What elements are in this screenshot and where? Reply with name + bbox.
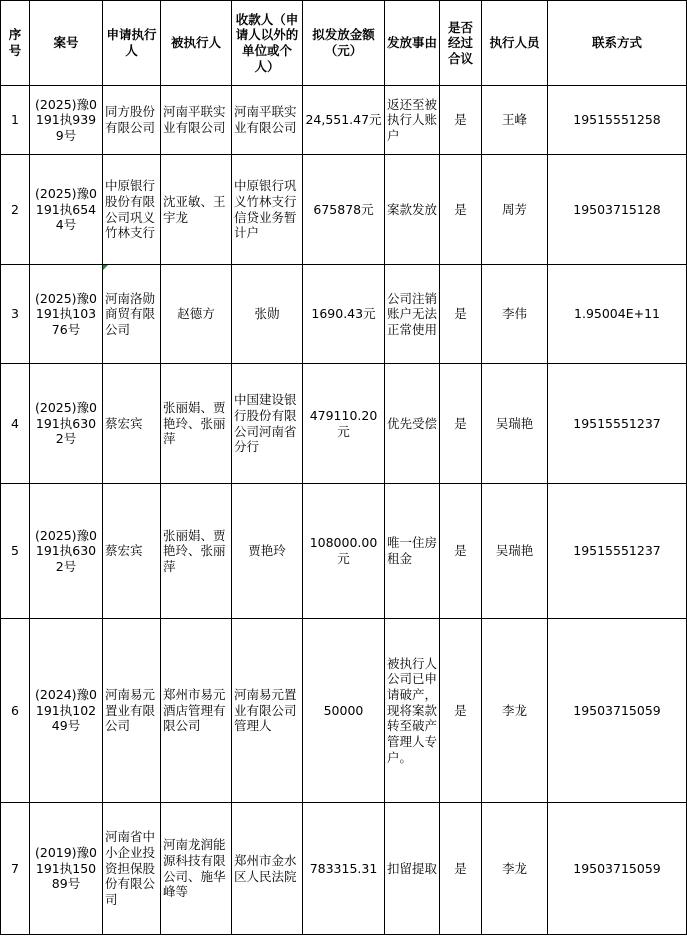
cell-payee: 河南平联实业有限公司	[232, 86, 303, 155]
cell-respondent: 河南平联实业有限公司	[161, 86, 232, 155]
cell-case-no: (2025)豫0191执9399号	[30, 86, 103, 155]
table-row	[1, 484, 687, 619]
cell-seq: 2	[1, 155, 30, 265]
cell-case-no: (2019)豫0191执15089号	[30, 803, 103, 935]
cell-officer: 周芳	[482, 155, 548, 265]
cell-reason: 扣留提取	[385, 803, 440, 935]
cell-meeting: 是	[440, 803, 482, 935]
table-row	[1, 86, 687, 155]
cell-reason: 优先受偿	[385, 364, 440, 484]
cell-meeting: 是	[440, 364, 482, 484]
cell-contact: 19515551237	[548, 484, 687, 619]
cell-payee: 郑州市金水区人民法院	[232, 803, 303, 935]
cell-amount: 50000	[303, 619, 385, 803]
cell-applicant: 河南易元置业有限公司	[103, 619, 161, 803]
cell-applicant: 河南洛勋商贸有限公司	[103, 265, 161, 364]
table-row	[1, 155, 687, 265]
cell-meeting: 是	[440, 155, 482, 265]
header-meeting: 是否经过合议	[440, 1, 482, 86]
table-row	[1, 265, 687, 364]
cell-applicant: 蔡宏宾	[103, 484, 161, 619]
cell-meeting: 是	[440, 619, 482, 803]
cell-seq: 6	[1, 619, 30, 803]
cell-seq: 5	[1, 484, 30, 619]
cell-case-no: (2025)豫0191执10376号	[30, 265, 103, 364]
cell-reason: 唯一住房租金	[385, 484, 440, 619]
table-row	[1, 803, 687, 935]
header-contact: 联系方式	[548, 1, 687, 86]
cell-respondent: 河南龙润能源科技有限公司、施华峰等	[161, 803, 232, 935]
cell-contact: 19515551237	[548, 364, 687, 484]
header-payee: 收款人（申请人以外的单位或个人）	[232, 1, 303, 86]
cell-respondent: 张丽娟、贾艳玲、张丽萍	[161, 364, 232, 484]
cell-amount: 675878元	[303, 155, 385, 265]
cell-contact: 19503715059	[548, 619, 687, 803]
cell-contact: 19515551258	[548, 86, 687, 155]
header-applicant: 申请执行人	[103, 1, 161, 86]
cell-seq: 3	[1, 265, 30, 364]
cell-reason: 返还至被执行人账户	[385, 86, 440, 155]
cell-officer: 王峰	[482, 86, 548, 155]
cell-payee: 张勋	[232, 265, 303, 364]
cell-meeting: 是	[440, 86, 482, 155]
cell-applicant: 河南省中小企业投资担保股份有限公司	[103, 803, 161, 935]
cell-meeting: 是	[440, 484, 482, 619]
cell-contact: 19503715128	[548, 155, 687, 265]
cell-seq: 1	[1, 86, 30, 155]
cell-contact: 19503715059	[548, 803, 687, 935]
cell-payee: 中国建设银行股份有限公司河南省分行	[232, 364, 303, 484]
cell-officer: 吴瑞艳	[482, 484, 548, 619]
cell-reason: 被执行人公司已申请破产，现将案款转至破产管理人专户。	[385, 619, 440, 803]
cell-reason: 公司注销账户无法正常使用	[385, 265, 440, 364]
cell-applicant: 中原银行股份有限公司巩义竹林支行	[103, 155, 161, 265]
cell-reason: 案款发放	[385, 155, 440, 265]
cell-respondent: 沈亚敏、王宇龙	[161, 155, 232, 265]
header-row	[1, 1, 687, 86]
header-case-no: 案号	[30, 1, 103, 86]
cell-amount: 783315.31	[303, 803, 385, 935]
cell-respondent: 赵德方	[161, 265, 232, 364]
cell-payee: 河南易元置业有限公司管理人	[232, 619, 303, 803]
cell-officer: 李龙	[482, 619, 548, 803]
cell-applicant: 同方股份有限公司	[103, 86, 161, 155]
cell-officer: 吴瑞艳	[482, 364, 548, 484]
cell-meeting: 是	[440, 265, 482, 364]
table-row	[1, 619, 687, 803]
header-officer: 执行人员	[482, 1, 548, 86]
header-seq: 序号	[1, 1, 30, 86]
cell-case-no: (2025)豫0191执6302号	[30, 364, 103, 484]
cell-amount: 24,551.47元	[303, 86, 385, 155]
cell-amount: 108000.00元	[303, 484, 385, 619]
table-row	[1, 364, 687, 484]
header-respondent: 被执行人	[161, 1, 232, 86]
cell-payee: 中原银行巩义竹林支行信贷业务暂计户	[232, 155, 303, 265]
cell-case-no: (2025)豫0191执6544号	[30, 155, 103, 265]
cell-seq: 7	[1, 803, 30, 935]
header-reason: 发放事由	[385, 1, 440, 86]
cell-officer: 李龙	[482, 803, 548, 935]
cell-amount: 479110.20元	[303, 364, 385, 484]
cell-case-no: (2024)豫0191执10249号	[30, 619, 103, 803]
header-amount: 拟发放金额（元）	[303, 1, 385, 86]
cell-officer: 李伟	[482, 265, 548, 364]
cell-respondent: 郑州市易元酒店管理有限公司	[161, 619, 232, 803]
cell-contact: 1.95004E+11	[548, 265, 687, 364]
cell-applicant: 蔡宏宾	[103, 364, 161, 484]
cell-case-no: (2025)豫0191执6302号	[30, 484, 103, 619]
cell-payee: 贾艳玲	[232, 484, 303, 619]
cell-amount: 1690.43元	[303, 265, 385, 364]
cell-respondent: 张丽娟、贾艳玲、张丽萍	[161, 484, 232, 619]
cell-seq: 4	[1, 364, 30, 484]
